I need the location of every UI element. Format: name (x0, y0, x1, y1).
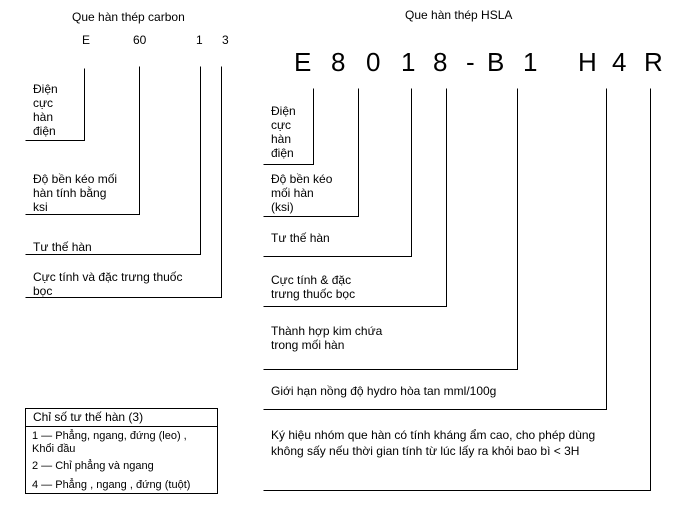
carbon-code-strength: 60 (133, 33, 147, 47)
carbon-label-coating: Cực tính và đặc trưng thuốc bọc (33, 270, 183, 298)
carbon-title: Que hàn thép carbon (72, 10, 185, 24)
hsla-label-moisture: Ký hiệu nhóm que hàn có tính kháng ẩm cao, cho phép dùng không sấy nếu thời gian tính từ lúc lấy ra khỏi bao bì < 3H (271, 428, 596, 458)
hsla-code-1b: 1 (523, 47, 538, 77)
carbon-code-position: 1 (196, 33, 203, 47)
legend-item: 1 — Phẳng, ngang, đứng (leo) , Khổi đầu (32, 430, 187, 455)
hsla-code-4: 4 (612, 47, 627, 77)
carbon-code-coating: 3 (222, 33, 229, 47)
hsla-code-0: 0 (366, 47, 381, 77)
hsla-connector-hydrogen (264, 89, 607, 410)
carbon-code-e: E (82, 33, 91, 47)
hsla-code-r: R (644, 47, 663, 77)
hsla-code-b: B (487, 47, 505, 77)
hsla-code-dash: - (466, 47, 475, 77)
hsla-code-1a: 1 (401, 47, 416, 77)
carbon-label-position: Tư thế hàn (33, 240, 92, 254)
hsla-label-position: Tư thế hàn (271, 231, 330, 245)
hsla-title: Que hàn thép HSLA (405, 8, 513, 22)
legend-item: 4 — Phẳng , ngang , đứng (tuột) (32, 479, 191, 491)
hsla-label-hydrogen: Giới hạn nồng độ hydro hòa tan mml/100g (271, 384, 497, 398)
position-legend-box (25, 408, 218, 494)
hsla-code-h: H (578, 47, 597, 77)
legend-item: 2 — Chỉ phẳng và ngang (32, 460, 154, 472)
hsla-code-8b: 8 (433, 47, 448, 77)
hsla-code-8a: 8 (331, 47, 346, 77)
carbon-label-electrode: Điện cực hàn điện (33, 82, 58, 138)
hsla-label-alloy: Thành hợp kim chứa trong mối hàn (271, 324, 383, 352)
hsla-label-strength: Độ bền kéo mối hàn (ksi) (271, 172, 333, 214)
hsla-label-coating: Cực tính & đặc trưng thuốc bọc (271, 273, 356, 301)
carbon-label-strength: Độ bền kéo mối hàn tính bằng ksi (33, 172, 118, 214)
hsla-label-electrode: Điện cực hàn điện (271, 104, 296, 160)
hsla-code-e: E (294, 47, 312, 77)
legend-title: Chỉ số tư thế hàn (3) (26, 409, 217, 427)
